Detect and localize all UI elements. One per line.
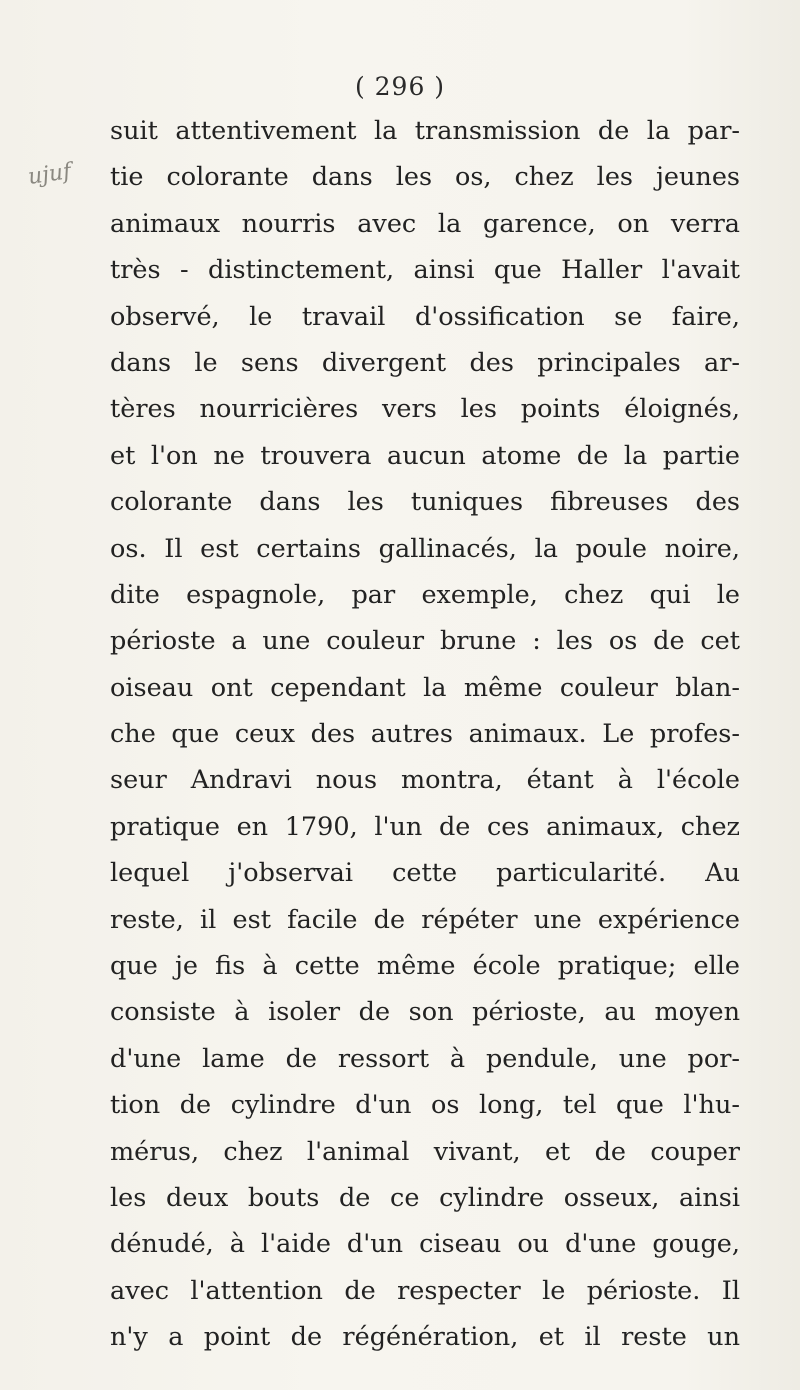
- text-line: dans le sens divergent des principales ar-: [110, 347, 740, 378]
- text-line: tères nourricières vers les points éloignés,: [110, 394, 740, 425]
- text-line: les deux bouts de ce cylindre osseux, ainsi: [110, 1182, 740, 1213]
- text-line: avec l'attention de respecter le périoste. Il: [110, 1275, 740, 1306]
- text-line: n'y a point de régénération, et il reste un: [110, 1322, 740, 1353]
- text-line: que je fis à cette même école pratique; elle: [110, 951, 740, 982]
- body-text: [110, 108, 740, 1361]
- text-line: seur Andravi nous montra, étant à l'école: [110, 765, 740, 796]
- text-line: oiseau ont cependant la même couleur blan-: [110, 672, 740, 703]
- text-line: lequel j'observai cette particularité. Au: [110, 858, 740, 889]
- text-line: dénudé, à l'aide d'un ciseau ou d'une gouge,: [110, 1229, 740, 1260]
- text-line: dite espagnole, par exemple, chez qui le: [110, 579, 740, 610]
- text-line: d'une lame de ressort à pendule, une por-: [110, 1043, 740, 1074]
- text-line: os. Il est certains gallinacés, la poule noire,: [110, 533, 740, 564]
- text-line: et l'on ne trouvera aucun atome de la partie: [110, 440, 740, 471]
- text-line: tion de cylindre d'un os long, tel que l'hu-: [110, 1090, 740, 1121]
- text-line: périoste a une couleur brune : les os de cet: [110, 626, 740, 657]
- text-line: tie colorante dans les os, chez les jeunes: [110, 162, 740, 193]
- text-line: suit attentivement la transmission de la par-: [110, 116, 740, 146]
- text-line: pratique en 1790, l'un de ces animaux, chez: [110, 811, 740, 842]
- text-line: observé, le travail d'ossification se faire,: [110, 301, 740, 332]
- text-line: reste, il est facile de répéter une expérience: [110, 904, 740, 935]
- text-line: consiste à isoler de son périoste, au moyen: [110, 997, 740, 1028]
- margin-annotation: ujuf: [26, 159, 73, 190]
- text-line: mérus, chez l'animal vivant, et de couper: [110, 1136, 740, 1167]
- text-line: colorante dans les tuniques fibreuses des: [110, 487, 740, 518]
- text-line: très - distinctement, ainsi que Haller l'avait: [110, 255, 740, 286]
- text-line: animaux nourris avec la garence, on verra: [110, 208, 740, 239]
- page-number: ( 296 ): [354, 72, 446, 101]
- text-line: che que ceux des autres animaux. Le profes-: [110, 719, 740, 750]
